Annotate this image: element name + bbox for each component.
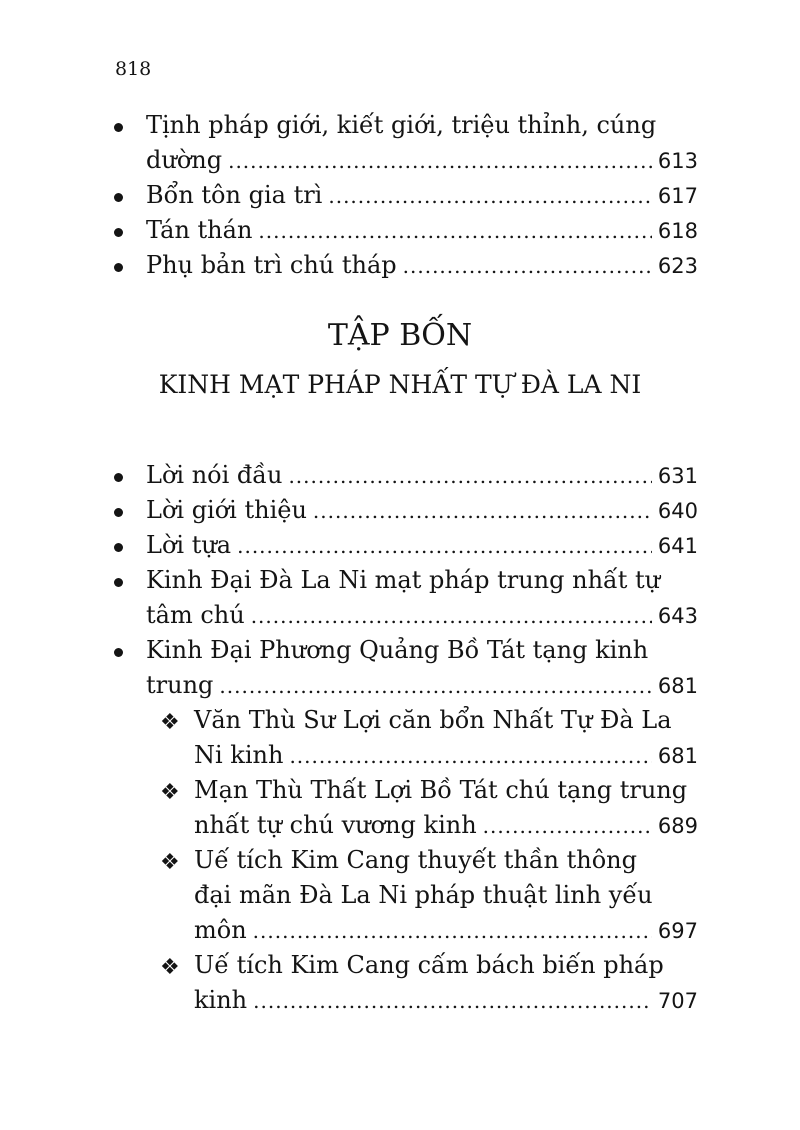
toc-page-number: 643 xyxy=(657,604,698,628)
diamond-bullet-icon: ❖ xyxy=(160,955,180,980)
toc-entry-text: Kinh Đại Đà La Ni mạt pháp trung nhất tự xyxy=(146,566,661,594)
diamond-bullet-icon: ❖ xyxy=(160,780,180,805)
bullet-icon xyxy=(114,228,123,237)
toc-entry-text: Ni kinh xyxy=(194,741,284,769)
bullet-icon xyxy=(114,578,123,587)
page-number: 818 xyxy=(115,58,152,80)
dot-leader xyxy=(253,984,652,1019)
toc-entry-leader xyxy=(146,528,698,563)
toc-entry-text: Văn Thù Sư Lợi căn bổn Nhất Tự Đà La xyxy=(194,706,672,734)
dot-leader xyxy=(258,214,652,249)
toc-page-number: 613 xyxy=(657,149,698,173)
dot-leader xyxy=(228,144,652,179)
toc-entry-leader xyxy=(146,493,698,528)
toc-entry-leader xyxy=(194,913,698,948)
toc-entry-leader xyxy=(194,738,698,773)
toc-entry-text: Tịnh pháp giới, kiết giới, triệu thỉnh, cúng xyxy=(146,111,657,139)
toc-page-number: 681 xyxy=(657,674,698,698)
toc-entry-text: Bổn tôn gia trì xyxy=(146,181,323,209)
diamond-bullet-icon: ❖ xyxy=(160,850,180,875)
dot-leader xyxy=(253,914,652,949)
toc-page-number: 623 xyxy=(657,254,698,278)
toc-page-number: 681 xyxy=(657,744,698,768)
dot-leader xyxy=(289,739,651,774)
toc-page-number: 617 xyxy=(657,184,698,208)
toc-entry-leader xyxy=(146,248,698,283)
dot-leader xyxy=(328,179,652,214)
toc-entry-leader xyxy=(146,178,698,213)
diamond-bullet-icon: ❖ xyxy=(160,710,180,735)
toc-entry-leader xyxy=(194,808,698,843)
toc-entry-leader xyxy=(146,213,698,248)
dot-leader xyxy=(313,494,652,529)
toc-page-number: 689 xyxy=(657,814,698,838)
dot-leader xyxy=(237,529,652,564)
toc-entry-text: Phụ bản trì chú tháp xyxy=(146,251,397,279)
volume-title: TẬP BỐN xyxy=(327,318,473,353)
toc-page-number: 640 xyxy=(657,499,698,523)
toc-page-number: 707 xyxy=(657,989,698,1013)
toc-entry-text: môn xyxy=(194,916,247,944)
dot-leader xyxy=(483,809,652,844)
dot-leader xyxy=(403,249,652,284)
dot-leader xyxy=(219,669,652,704)
toc-entry-text: tâm chú xyxy=(146,601,245,629)
toc-entry-text: Mạn Thù Thất Lợi Bồ Tát chú tạng trung xyxy=(194,776,688,804)
bullet-icon xyxy=(114,193,123,202)
toc-entry-text: Kinh Đại Phương Quảng Bồ Tát tạng kinh xyxy=(146,636,649,664)
toc-entry-leader xyxy=(146,458,698,493)
bullet-icon xyxy=(114,123,123,132)
toc-entry-text: Lời nói đầu xyxy=(146,461,283,489)
toc-entry-text: kinh xyxy=(194,986,248,1014)
toc-entry-text: Uế tích Kim Cang cấm bách biến pháp xyxy=(194,951,664,979)
toc-page-number: 641 xyxy=(657,534,698,558)
dot-leader xyxy=(251,599,652,634)
toc-entry-leader xyxy=(194,983,698,1018)
toc-entry-leader xyxy=(146,668,698,703)
bullet-icon xyxy=(114,473,123,482)
toc-entry-text: Tán thán xyxy=(146,216,253,244)
volume-subtitle: KINH MẠT PHÁP NHẤT TỰ ĐÀ LA NI xyxy=(158,370,642,399)
bullet-icon xyxy=(114,263,123,272)
toc-entry-text: dường xyxy=(146,146,223,174)
toc-page-number: 618 xyxy=(657,219,698,243)
bullet-icon xyxy=(114,543,123,552)
toc-page-number: 631 xyxy=(657,464,698,488)
bullet-icon xyxy=(114,508,123,517)
toc-entry-leader xyxy=(146,598,698,633)
toc-entry-text: trung xyxy=(146,671,214,699)
toc-entry-text: Uế tích Kim Cang thuyết thần thông xyxy=(194,846,638,874)
toc-entry-text: đại mãn Đà La Ni pháp thuật linh yếu xyxy=(194,881,653,909)
dot-leader xyxy=(288,459,651,494)
toc-entry-leader xyxy=(146,143,698,178)
toc-entry-text: Lời tựa xyxy=(146,531,232,559)
toc-page-number: 697 xyxy=(657,919,698,943)
bullet-icon xyxy=(114,648,123,657)
toc-entry-text: Lời giới thiệu xyxy=(146,496,307,524)
toc-entry-text: nhất tự chú vương kinh xyxy=(194,811,477,839)
